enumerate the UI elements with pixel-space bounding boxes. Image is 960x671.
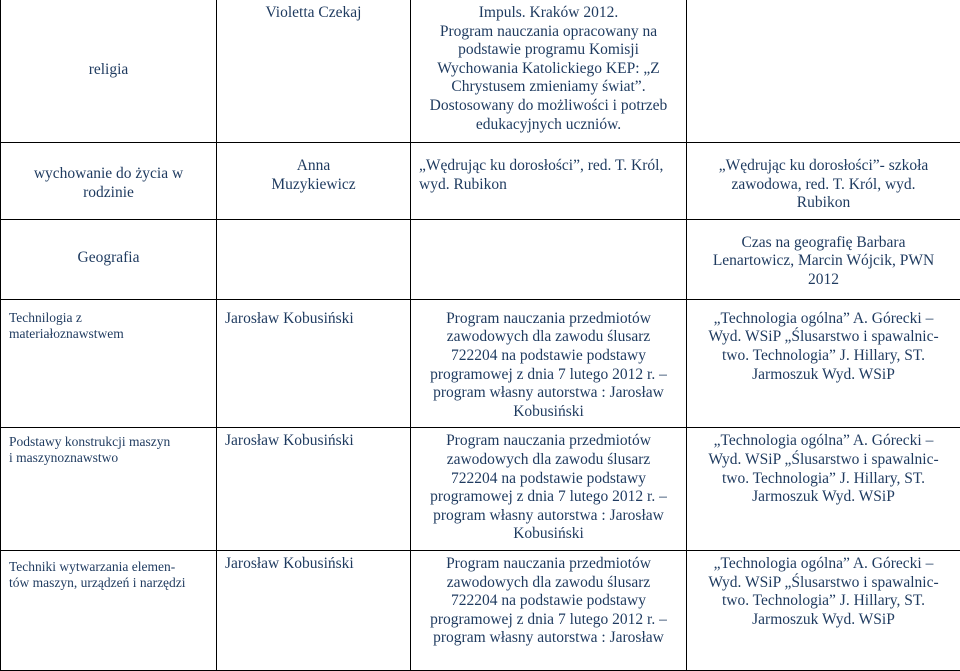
- teacher-cell: [217, 143, 411, 220]
- teacher-cell: [217, 550, 411, 670]
- subject-text: Technilogia z materiałoznawstwem: [9, 310, 124, 341]
- textbook-text: „Technologia ogólna” A. Górecki – Wyd. WSiP „Ślusarstwo i spawalnic- two. Technologia” J. Hillary, ST. Jarmoszuk Wyd. WSiP: [708, 310, 938, 383]
- textbook-text: Czas na geografię Barbara Lenartowicz, Marcin Wójcik, PWN 2012: [713, 234, 934, 288]
- subject-text: Techniki wytwarzania elemen- tów maszyn, urządzeń i narzędzi: [9, 559, 186, 590]
- textbook-cell: [687, 143, 960, 220]
- textbook-text: „Wędrując ku dorosłości”- szkoła zawodowa, red. T. Król, wyd. Rubikon: [719, 157, 929, 211]
- program-text: Impuls. Kraków 2012. Program nauczania opracowany na podstawie programu Komisji Wychowania Katolickiego KEP: „Z Chrystusem zmieniamy świat”. Dostosowany do możliwości i potrzeb edukacyjnych uczniów.: [430, 4, 668, 133]
- teacher-cell: [217, 428, 411, 551]
- program-cell: [411, 428, 687, 551]
- table-row: [1, 219, 960, 299]
- subject-cell: [1, 0, 217, 143]
- textbook-cell: [687, 219, 960, 299]
- teacher-text: Jarosław Kobusiński: [225, 432, 354, 449]
- teacher-cell: [217, 0, 411, 143]
- textbook-text: „Technologia ogólna” A. Górecki – Wyd. WSiP „Ślusarstwo i spawalnic- two. Technologia” J. Hillary, ST. Jarmoszuk Wyd. WSiP: [708, 555, 938, 628]
- program-text: Program nauczania przedmiotów zawodowych dla zawodu ślusarz 722204 na podstawie podstawy programowej z dnia 7 lutego 2012 r. – program własny autorstwa : Jarosław: [430, 555, 667, 646]
- textbook-cell: [687, 0, 960, 143]
- table-row: [1, 143, 960, 220]
- program-cell: [411, 550, 687, 670]
- program-text: Program nauczania przedmiotów zawodowych dla zawodu ślusarz 722204 na podstawie podstawy programowej z dnia 7 lutego 2012 r. – program własny autorstwa : Jarosław Kobusiński: [430, 432, 667, 542]
- subject-cell: [1, 550, 217, 670]
- table-row: [1, 299, 960, 428]
- subject-cell: [1, 219, 217, 299]
- textbook-cell: [687, 428, 960, 551]
- subject-text: Geografia: [78, 249, 140, 266]
- subject-text: religia: [89, 61, 129, 78]
- program-cell: [411, 0, 687, 143]
- table-row: [1, 550, 960, 670]
- teacher-text: Jarosław Kobusiński: [225, 555, 354, 572]
- program-cell: [411, 143, 687, 220]
- program-cell: [411, 299, 687, 428]
- subject-cell: [1, 143, 217, 220]
- program-cell: [411, 219, 687, 299]
- teacher-cell: [217, 299, 411, 428]
- subject-text: wychowanie do życia w rodzinie: [34, 165, 183, 201]
- teacher-text: Jarosław Kobusiński: [225, 310, 354, 327]
- subject-text: Podstawy konstrukcji maszyn i maszynoznawstwo: [9, 434, 170, 465]
- teacher-text: Anna Muzykiewicz: [271, 157, 355, 193]
- teacher-text: Violetta Czekaj: [266, 4, 362, 21]
- program-text: Program nauczania przedmiotów zawodowych dla zawodu ślusarz 722204 na podstawie podstawy programowej z dnia 7 lutego 2012 r. – program własny autorstwa : Jarosław Kobusiński: [430, 310, 667, 420]
- subject-cell: [1, 428, 217, 551]
- textbook-cell: [687, 550, 960, 670]
- table-row: [1, 0, 960, 143]
- textbook-text: „Technologia ogólna” A. Górecki – Wyd. WSiP „Ślusarstwo i spawalnic- two. Technologia” J. Hillary, ST. Jarmoszuk Wyd. WSiP: [708, 432, 938, 505]
- program-text: „Wędrując ku dorosłości”, red. T. Król, wyd. Rubikon: [419, 157, 663, 193]
- textbook-cell: [687, 299, 960, 428]
- subject-cell: [1, 299, 217, 428]
- teacher-cell: [217, 219, 411, 299]
- table-row: [1, 428, 960, 551]
